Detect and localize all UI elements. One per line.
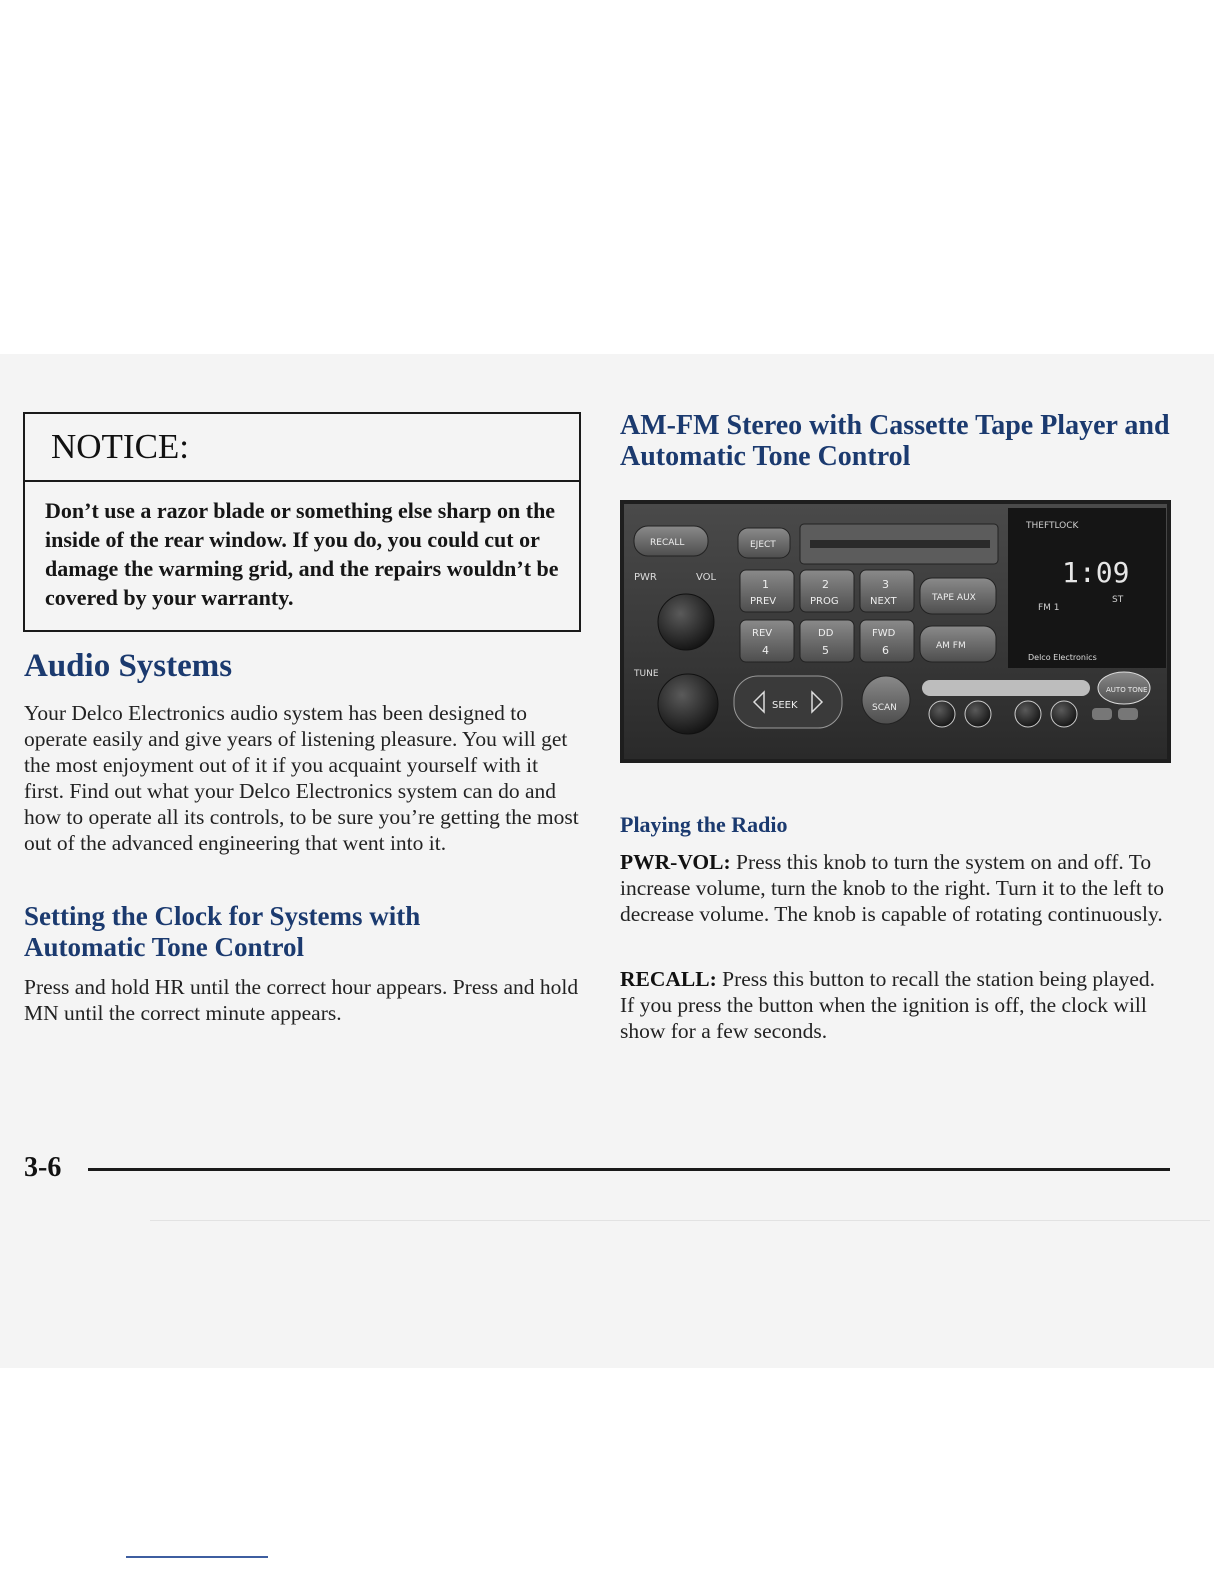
- audio-systems-paragraph: Your Delco Electronics audio system has been designed to operate easily and give years of listening pleasure. You will get the most enjoyment out of it if you acquaint yourself with it first. Find out what your Delco Electronics system can do and how to operate all its controls, to be sure you’re getting the most out of the advanced engineering that went into it.: [24, 701, 579, 855]
- seek-label: SEEK: [772, 700, 798, 711]
- mn-button: [1118, 708, 1138, 720]
- vol-label: VOL: [696, 572, 717, 583]
- preset-4-label: REV: [752, 628, 773, 639]
- display-stereo: ST: [1112, 595, 1124, 605]
- preset-1-number: 1: [762, 578, 769, 591]
- hr-button: [1092, 708, 1112, 720]
- preset-2-number: 2: [822, 578, 829, 591]
- am-fm-label: AM FM: [936, 641, 966, 651]
- preset-3-label: NEXT: [870, 596, 897, 607]
- notice-text: Don’t use a razor blade or something else sharp on the inside of the rear window. If you do, you could cut or damage the warming grid, and the repairs wouldn’t be covered by your warranty.: [45, 498, 559, 610]
- display-time: 1:09: [1062, 556, 1130, 589]
- stereo-heading: AM-FM Stereo with Cassette Tape Player and Automatic Tone Control: [620, 410, 1170, 472]
- footer-rule: [88, 1168, 1170, 1171]
- notice-box: [23, 412, 581, 632]
- tone-control-4: [1051, 701, 1077, 727]
- tone-control-1: [929, 701, 955, 727]
- faint-divider: [150, 1220, 1210, 1221]
- tone-control-3: [1015, 701, 1041, 727]
- scan-button: [862, 676, 910, 724]
- clock-heading: Setting the Clock for Systems with Automatic Tone Control: [24, 901, 421, 962]
- recall-paragraph: [620, 966, 1168, 1044]
- pwr-vol-knob: [658, 594, 714, 650]
- tape-aux-label: TAPE AUX: [932, 593, 976, 603]
- preset-1-label: PREV: [750, 596, 777, 607]
- theftlock-label: THEFTLOCK: [1026, 521, 1079, 531]
- brand-label: Delco Electronics: [1028, 653, 1097, 662]
- audio-systems-heading: Audio Systems: [24, 648, 233, 684]
- clock-paragraph: Press and hold HR until the correct hour appears. Press and hold MN until the correct minute appears.: [24, 975, 579, 1025]
- playing-radio-heading: Playing the Radio: [620, 812, 788, 837]
- radio-faceplate-image: [620, 500, 1171, 763]
- recall-term: RECALL:: [620, 967, 717, 991]
- tune-label: TUNE: [634, 669, 659, 679]
- eject-button-label: EJECT: [750, 540, 776, 550]
- preset-2-label: PROG: [810, 596, 839, 607]
- scan-label: SCAN: [872, 703, 897, 713]
- notice-heading: NOTICE:: [25, 414, 579, 482]
- footer-link-underline[interactable]: [126, 1556, 268, 1558]
- preset-6-number: 6: [882, 644, 889, 657]
- preset-5-label: DD: [818, 628, 834, 639]
- auto-tone-label: AUTO TONE: [1106, 686, 1148, 694]
- recall-description: Press this button to recall the station being played. If you press the button when the ignition is off, the clock will show for a few seconds.: [620, 967, 1156, 1043]
- pwr-vol-term: PWR-VOL:: [620, 850, 731, 874]
- pwr-label: PWR: [634, 572, 657, 583]
- recall-button-label: RECALL: [650, 538, 685, 548]
- tune-knob: [658, 674, 718, 734]
- display-band: FM 1: [1038, 603, 1060, 613]
- tone-control-2: [965, 701, 991, 727]
- preset-3-number: 3: [882, 578, 889, 591]
- preset-5-number: 5: [822, 644, 829, 657]
- pwr-vol-paragraph: [620, 849, 1168, 927]
- page-number: 3-6: [24, 1152, 62, 1183]
- preset-6-label: FWD: [872, 628, 896, 639]
- preset-4-number: 4: [762, 644, 769, 657]
- pwr-vol-description: Press this knob to turn the system on and off. To increase volume, turn the knob to the right. Turn it to the left to decrease volume. The knob is capable of rotating continuously.: [620, 850, 1164, 926]
- tone-bar: [922, 680, 1090, 696]
